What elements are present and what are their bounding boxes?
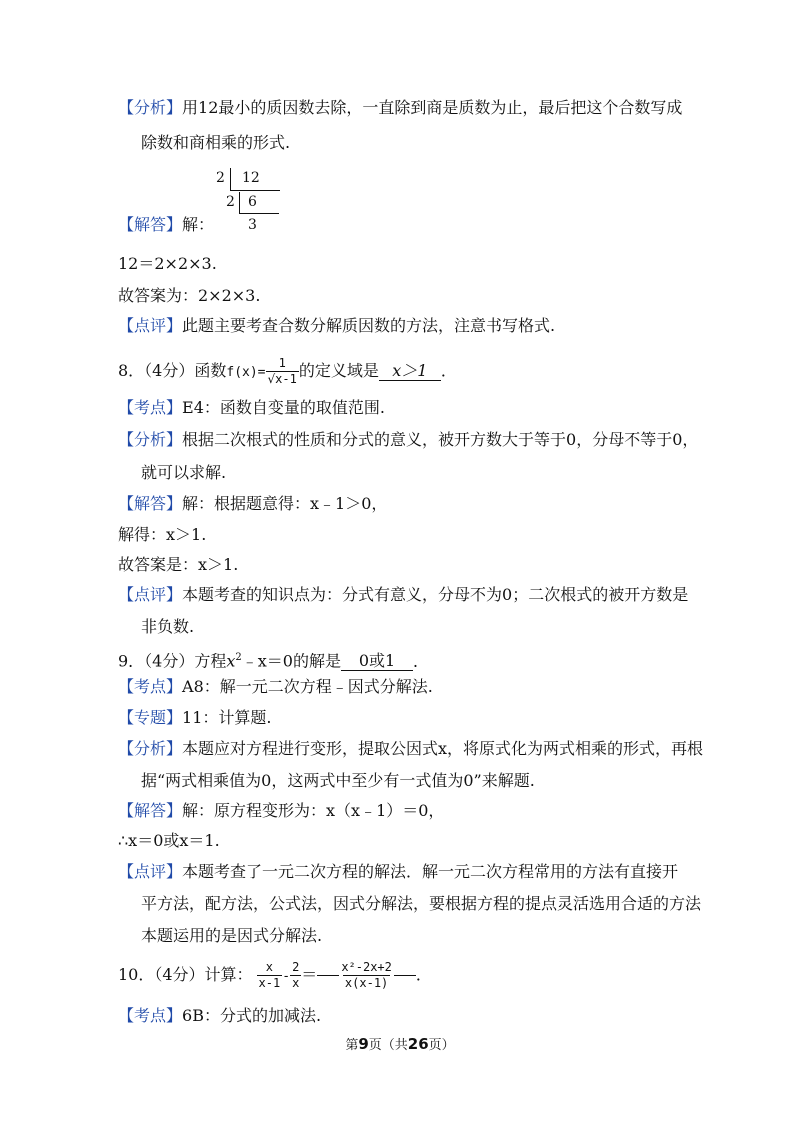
q9-analysis [118,739,703,759]
q8-final: 故答案是：x＞1. [118,555,239,574]
dividend-1: 12 [242,170,260,186]
q7-analysis-cont: 除数和商相乘的形式. [141,133,291,152]
denominator: √x-1 [267,372,297,386]
short-division-diagram [214,166,294,236]
q7-result: 12＝2×2×3. [118,254,217,273]
comment-text: 此题主要考查合数分解质因数的方法，注意书写格式. [182,316,556,335]
divisor-2: 2 [226,194,235,210]
fraction-2 [290,960,301,991]
equation-exponent: 2 [235,652,242,663]
q9-comment-cont-2: 本题运用的是因式分解法. [141,926,323,945]
comment-tag: 【点评】 [118,316,183,335]
footer-mid: 页（共 [368,1038,408,1053]
total-pages: 26 [407,1035,429,1053]
q10-question [118,958,432,994]
q9-answer [118,801,444,821]
page-number: 9 [358,1035,369,1053]
q8-solve: 解得：x＞1. [118,525,207,544]
answer-num: x²-2x+2 [341,960,392,974]
footer-pre: 第 [345,1038,359,1053]
comment-text: 本题考查了一元二次方程的解法．解一元二次方程常用的方法有直接开 [182,862,679,881]
q8-analysis-cont: 就可以求解. [141,463,227,482]
answer-text: 解： [182,215,215,234]
fraction-2-num: 2 [292,960,300,974]
q9-analysis-cont: 据“两式相乘值为0，这两式中至少有一式值为0”来解题. [141,771,535,790]
question-number: 9．（4分）方程 [118,651,227,671]
answer-tag: 【解答】 [118,801,183,820]
minus-sign: - [282,969,291,984]
question-end: ． [415,965,432,984]
equals-sign: ＝ [301,965,318,984]
function-prefix: f(x)= [226,365,266,380]
q7-final: 故答案为：2×2×3. [118,286,261,305]
q9-zhuanti [118,708,271,728]
q8-kaodian [118,398,385,418]
kaodian-text: E4：函数自变量的取值范围. [182,398,385,417]
question-number: 8．（4分）函数 [118,361,227,380]
q9-comment [118,862,678,882]
answer-tag: 【解答】 [118,494,183,513]
fraction-1-den: x-1 [258,976,281,990]
fraction-1 [257,960,283,991]
answer-blank: 0或1 [341,652,413,671]
answer-text: 解：根据题意得：x﹣1＞0， [182,494,388,513]
analysis-tag: 【分析】 [118,98,183,117]
q8-question [118,356,457,388]
q9-question [118,648,429,671]
answer-blank: x＞1 [379,362,441,381]
comment-tag: 【点评】 [118,862,183,881]
function-fraction [266,356,299,387]
page-footer [0,1034,800,1053]
question-number: 10．（4分）计算： [118,965,253,984]
radicand: x-1 [275,372,297,386]
q9-kaodian [118,677,433,697]
answer-den: x(x-1) [344,976,389,990]
equation-rest: ﹣x＝0的解是 [241,651,341,671]
fraction-2-den: x [292,976,300,990]
divisor-1: 2 [216,170,225,186]
answer-tag: 【解答】 [118,215,183,234]
comment-text: 本题考查的知识点为：分式有意义，分母不为0；二次根式的被开方数是 [182,585,689,604]
zhuanti-tag: 【专题】 [118,708,183,727]
q7-comment [118,316,555,336]
question-mid: 的定义域是 [298,361,379,380]
q9-comment-cont-1: 平方法，配方法，公式法，因式分解法，要根据方程的提点灵活选用合适的方法 [141,894,702,913]
question-end: ． [413,651,430,671]
kaodian-tag: 【考点】 [118,677,183,696]
kaodian-tag: 【考点】 [118,1006,183,1025]
numerator: 1 [278,356,286,370]
comment-tag: 【点评】 [118,585,183,604]
q7-analysis [118,98,682,118]
q10-kaodian [118,1006,321,1026]
q8-comment-cont: 非负数. [141,617,195,636]
kaodian-text: A8：解一元二次方程﹣因式分解法. [182,677,433,696]
q9-result: ∴x＝0或x＝1. [118,831,220,850]
kaodian-text: 6B：分式的加减法. [182,1006,322,1025]
answer-fraction [339,960,394,991]
zhuanti-text: 11：计算题. [182,708,272,727]
q8-answer [118,494,387,514]
dividend-2: 6 [248,194,257,210]
answer-text: 解：原方程变形为：x（x﹣1）＝0， [182,801,445,820]
analysis-tag: 【分析】 [118,739,183,758]
analysis-text: 用12最小的质因数去除，一直除到商是质数为止，最后把这个合数写成 [182,98,683,117]
q8-comment [118,585,688,605]
equation-var: x [226,651,236,671]
analysis-tag: 【分析】 [118,430,183,449]
quotient: 3 [248,217,257,233]
analysis-text: 本题应对方程进行变形，提取公因式x，将原式化为两式相乘的形式，再根 [182,739,704,758]
question-end: ． [440,361,457,380]
q8-analysis [118,430,698,450]
analysis-text: 根据二次根式的性质和分式的意义，被开方数大于等于0，分母不等于0， [182,430,699,449]
fraction-1-num: x [265,960,273,974]
footer-post: 页） [428,1038,455,1053]
q7-answer [118,215,214,235]
kaodian-tag: 【考点】 [118,398,183,417]
